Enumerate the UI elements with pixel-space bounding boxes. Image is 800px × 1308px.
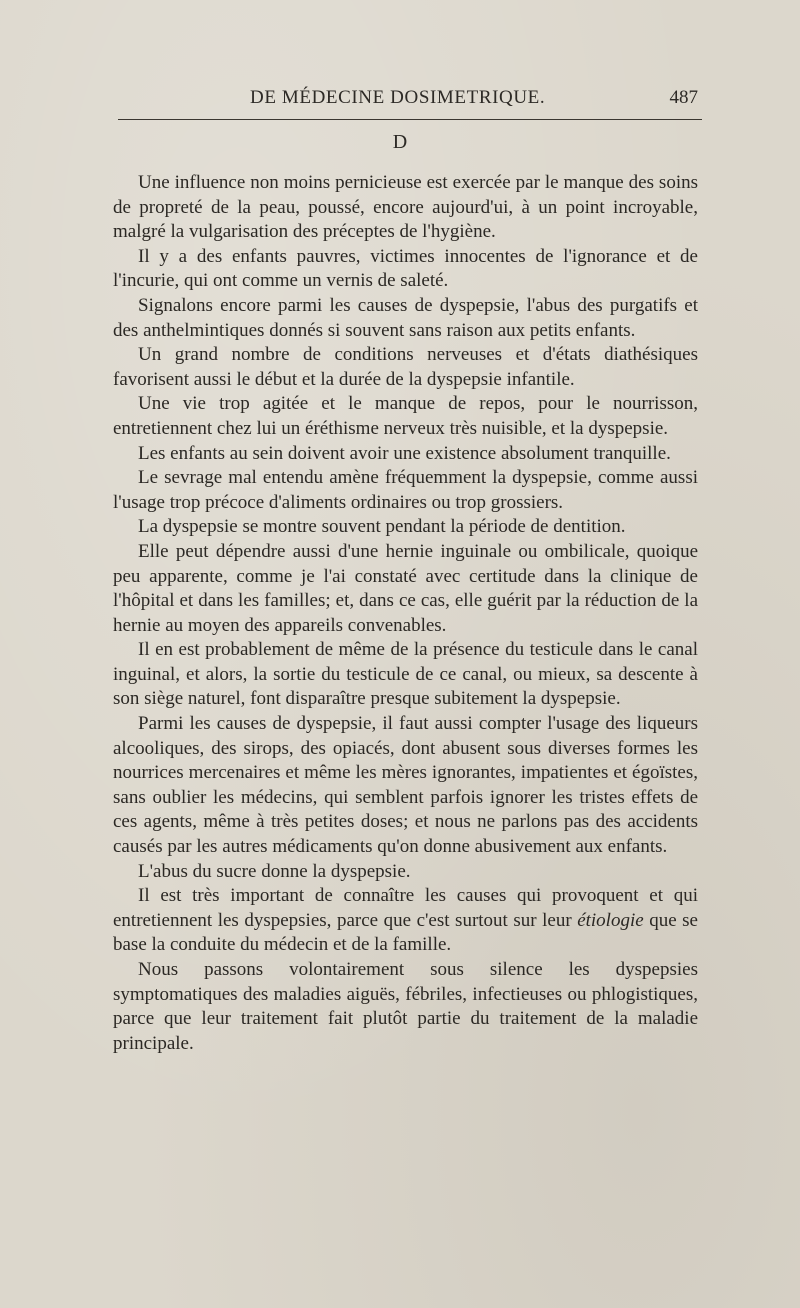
paragraph: Une vie trop agitée et le manque de repos, pour le nourrisson, entretiennent chez lui un éréthisme nerveux très nuisible, et la dyspepsie. [113,393,698,439]
running-title: DE MÉDECINE DOSIMETRIQUE. [250,87,546,108]
paragraph: L'abus du sucre donne la dyspepsie. [138,860,411,882]
paragraph: Il en est probablement de même de la présence du testicule dans le canal inguinal, et alors, la sortie du testicule de ce canal, ou mieux, sa descente à son siège naturel, font disparaître presque subitement la dyspepsie. [113,639,698,710]
paragraph: Il y a des enfants pauvres, victimes innocentes de l'ignorance et de l'incurie, qui ont comme un vernis de saleté. [113,245,698,292]
paragraph-text: que se base la conduite du médecin et de la famille. [113,909,698,956]
page-number: 487 [669,87,698,108]
paragraph: Nous passons volontairement sous silence les dyspepsies symptomatiques des maladies aiguës, fébriles, infectieuses ou phlogistiques, parce que leur traitement fait plutôt partie du traitement de la maladie principale. [113,959,698,1054]
paragraph-text: Il est très important de connaître les causes qui provoquent et qui entretiennent les dyspepsies, parce que c'est surtout sur leur [113,885,698,931]
paragraph: Les enfants au sein doivent avoir une existence absolument tranquille. [138,442,671,464]
section-heading: D [392,131,408,153]
paragraph-etiologie [113,884,698,958]
paragraph: La dyspepsie se montre souvent pendant la période de dentition. [138,516,626,538]
paragraph: Un grand nombre de conditions nerveuses et d'états diathésiques favorisent aussi le début et la durée de la dyspepsie infantile. [113,344,698,390]
running-header [120,85,700,113]
paragraph: Une influence non moins pernicieuse est exercée par le manque des soins de propreté de la peau, poussé, encore aujourd'ui, à un point incroyable, malgré la vulgarisation des préceptes de l'hygiène. [113,172,698,243]
body-text [113,171,698,1056]
paragraph: Parmi les causes de dyspepsie, il faut aussi compter l'usage des liqueurs alcooliques, des sirops, des opiacés, dont abusent sous diverses formes les nourrices mercenaires et même les mères ignorantes, impatientes et égoïstes, sans oublier les médecins, qui semblent parfois ignorer les tristes effets de ces agents, même à très petites doses; et nous ne parlons pas des accidents causés par les autres médicaments qu'on donne abusivement aux enfants. [113,713,698,858]
paragraph: Le sevrage mal entendu amène fréquemment la dyspepsie, comme aussi l'usage trop précoce d'aliments ordinaires ou trop grossiers. [113,467,698,513]
paragraph: Elle peut dépendre aussi d'une hernie inguinale ou ombilicale, quoique peu apparente, comme je l'ai constaté avec certitude dans la clinique de l'hôpital et dans les familles; et, dans ce cas, elle guérit par la réduction de la hernie au moyen des appareils convenables. [113,540,698,636]
paragraph: Signalons encore parmi les causes de dyspepsie, l'abus des purgatifs et des anthelmintiques donnés si souvent sans raison aux petits enfants. [113,294,698,341]
italic-term: étiologie [577,909,644,931]
header-rule [118,119,702,120]
